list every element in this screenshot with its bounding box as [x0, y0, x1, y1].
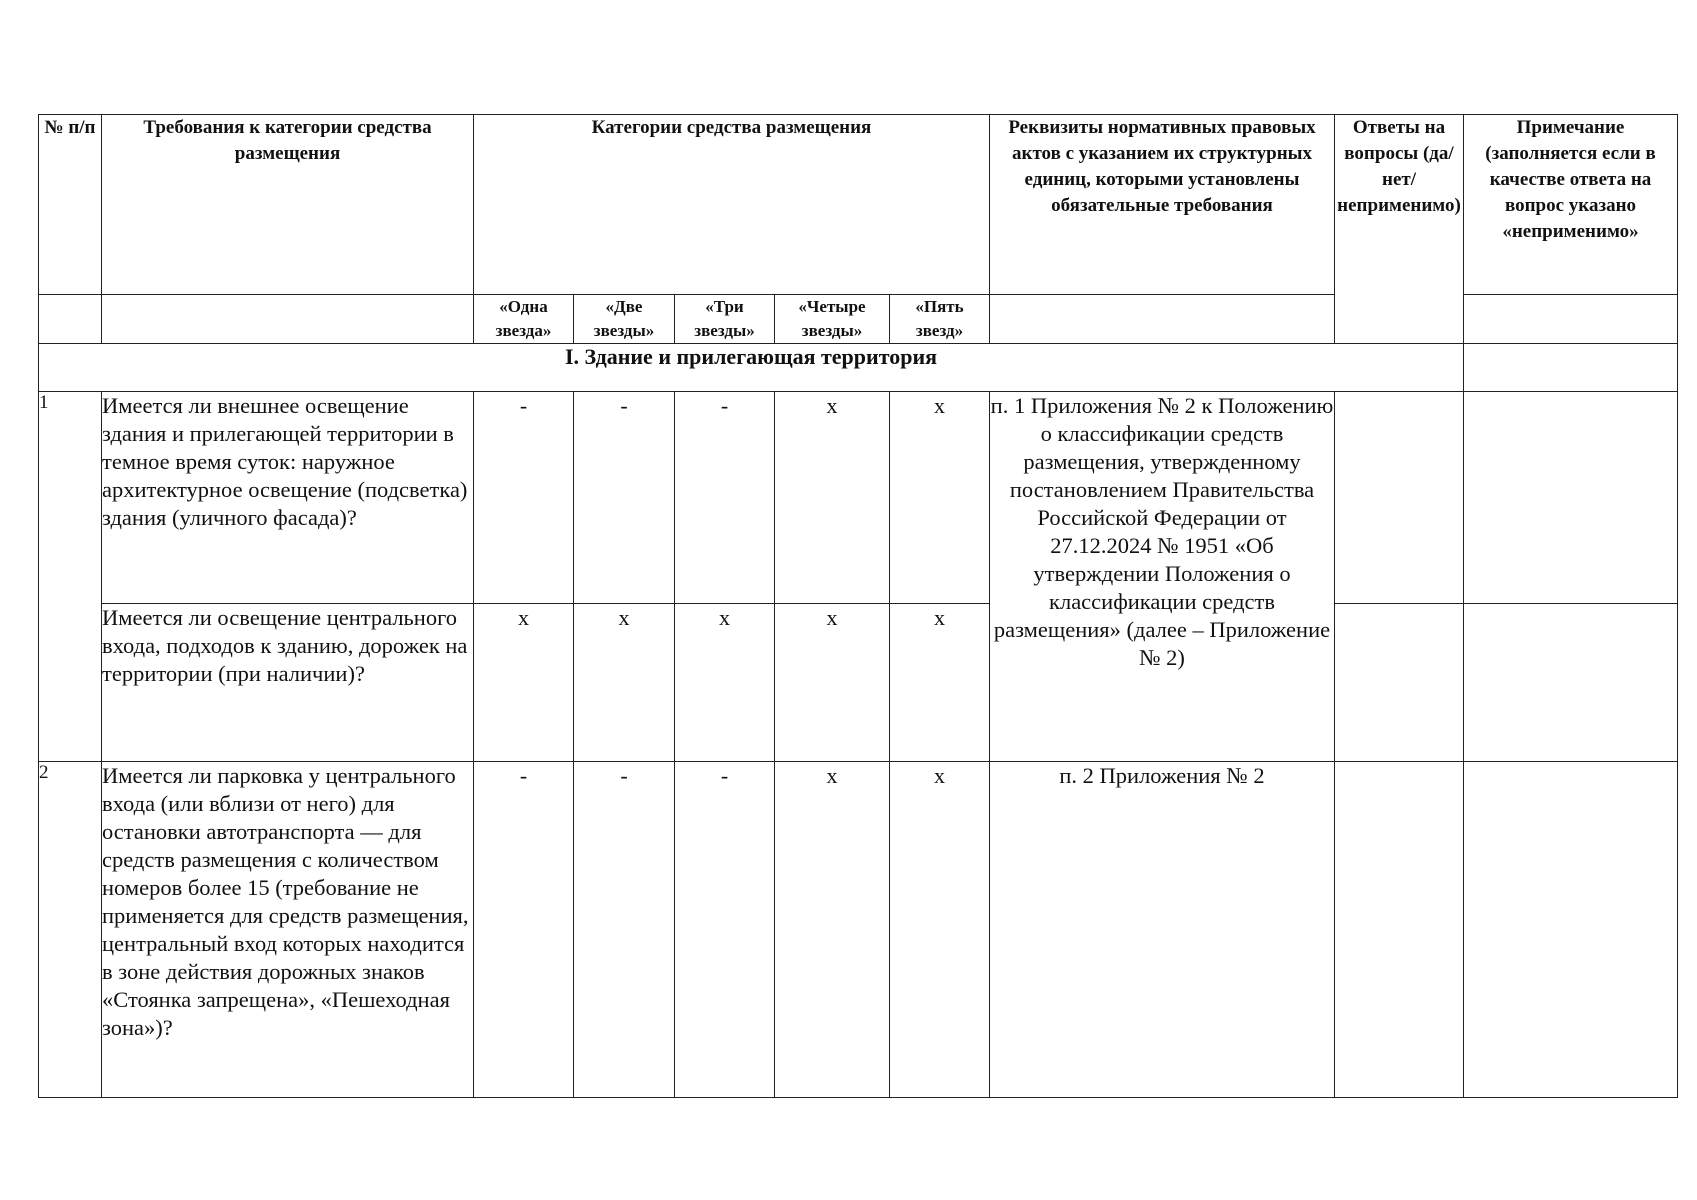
- star-three: «Три звезды»: [675, 295, 775, 344]
- classification-checklist-table: [38, 114, 1678, 1098]
- mark-three-stars: x: [675, 604, 775, 762]
- mark-five-stars: x: [890, 392, 990, 604]
- mark-one-star: -: [474, 392, 574, 604]
- section-row: [39, 344, 1678, 392]
- mark-four-stars: x: [775, 604, 890, 762]
- header-row: [39, 115, 1678, 295]
- table-row: [39, 392, 1678, 604]
- empty-cell: [1464, 295, 1678, 344]
- mark-two-stars: -: [574, 392, 675, 604]
- star-five: «Пять звезд»: [890, 295, 990, 344]
- header-answers: Ответы на вопросы (да/нет/ неприменимо): [1335, 115, 1464, 344]
- mark-three-stars: -: [675, 392, 775, 604]
- answer-cell: [1335, 604, 1464, 762]
- header-reference: Реквизиты нормативных правовых актов с указанием их структурных единиц, которыми установлены обязательные требования: [990, 115, 1335, 295]
- header-num: № п/п: [39, 115, 102, 295]
- reference-text: п. 2 Приложения № 2: [990, 762, 1335, 1098]
- empty-cell: [1464, 344, 1678, 392]
- mark-five-stars: x: [890, 762, 990, 1098]
- header-note: Примечание (заполняется если в качестве ответа на вопрос указано «неприменимо»: [1464, 115, 1678, 295]
- mark-one-star: -: [474, 762, 574, 1098]
- note-cell: [1464, 762, 1678, 1098]
- requirement-text: Имеется ли освещение центрального входа, подходов к зданию, дорожек на территории (при наличии)?: [102, 604, 474, 762]
- header-categories: Категории средства размещения: [474, 115, 990, 295]
- star-one: «Одна звезда»: [474, 295, 574, 344]
- note-cell: [1464, 604, 1678, 762]
- mark-five-stars: x: [890, 604, 990, 762]
- star-two: «Две звезды»: [574, 295, 675, 344]
- table-row: [39, 604, 1678, 762]
- empty-cell: [990, 295, 1335, 344]
- mark-three-stars: -: [675, 762, 775, 1098]
- mark-two-stars: x: [574, 604, 675, 762]
- row-number: 2: [39, 762, 102, 1098]
- mark-four-stars: x: [775, 392, 890, 604]
- answer-cell: [1335, 392, 1464, 604]
- header-requirement: Требования к категории средства размещения: [102, 115, 474, 295]
- note-cell: [1464, 392, 1678, 604]
- answer-cell: [1335, 762, 1464, 1098]
- empty-cell: [39, 295, 102, 344]
- star-four: «Четыре звезды»: [775, 295, 890, 344]
- row-number: 1: [39, 392, 102, 762]
- table-row: [39, 762, 1678, 1098]
- reference-text: п. 1 Приложения № 2 к Положению о классификации средств размещения, утвержденному постановлением Правительства Российской Федерации от 27.12.2024 № 1951 «Об утверждении Положения о классификации средств размещения» (далее – Приложение № 2): [990, 392, 1335, 762]
- mark-one-star: x: [474, 604, 574, 762]
- mark-four-stars: x: [775, 762, 890, 1098]
- requirement-text: Имеется ли внешнее освещение здания и прилегающей территории в темное время суток: наружное архитектурное освещение (подсветка) здания (уличного фасада)?: [102, 392, 474, 604]
- mark-two-stars: -: [574, 762, 675, 1098]
- requirement-text: Имеется ли парковка у центрального входа (или вблизи от него) для остановки автотранспорта — для средств размещения с количеством номеров более 15 (требование не применяется для средств размещения, центральный вход которых находится в зоне действия дорожных знаков «Стоянка запрещена», «Пешеходная зона»)?: [102, 762, 474, 1098]
- empty-cell: [102, 295, 474, 344]
- section-title: I. Здание и прилегающая территория: [39, 344, 1464, 392]
